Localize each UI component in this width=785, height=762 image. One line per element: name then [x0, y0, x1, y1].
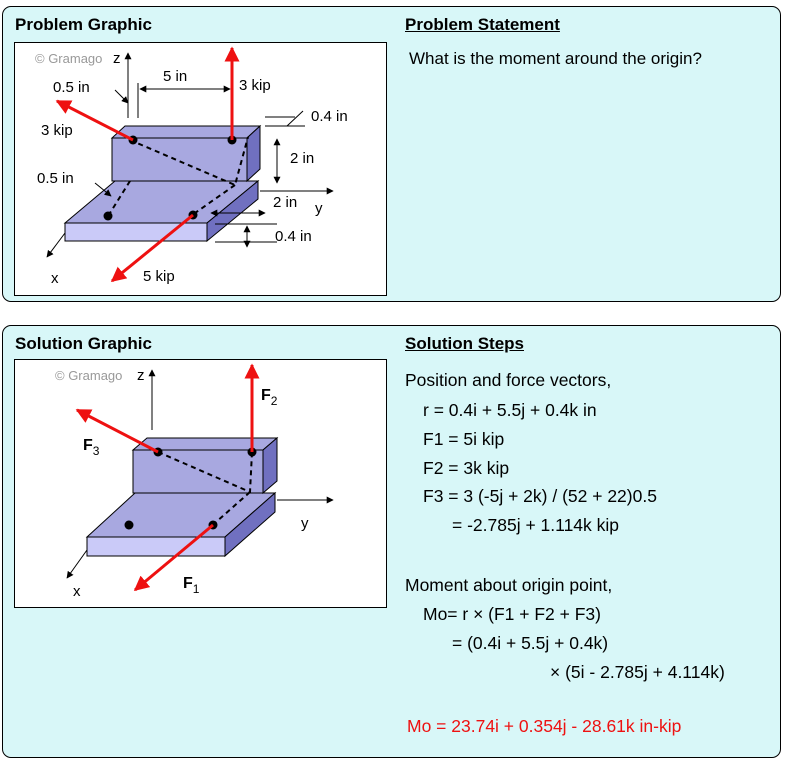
problem-graphic-title: Problem Graphic [15, 15, 152, 34]
label-05in-top: 0.5 in [53, 79, 90, 96]
base-front-face [65, 223, 207, 241]
step-moment-intro: Moment about origin point, [405, 575, 613, 595]
wall-top-face [133, 438, 277, 450]
step-result: Mo = 23.74i + 0.354j - 28.61k in-kip [407, 716, 682, 736]
base-front-face [87, 537, 225, 556]
step-r: r = 0.4i + 5.5j + 0.4k in [423, 400, 597, 420]
label-f2: $F_2$ [261, 387, 278, 408]
wall-front-face [133, 450, 263, 493]
z-axis-label: z [137, 367, 145, 384]
solution-panel [2, 325, 781, 758]
label-2in-vert: 2 in [290, 150, 315, 167]
y-axis-label: y [315, 200, 323, 217]
step-mo2: = (0.4i + 5.5j + 0.4k) [452, 633, 609, 653]
problem-panel [2, 6, 781, 302]
wall-front-face [112, 138, 247, 181]
y-axis-label: y [301, 515, 309, 532]
label-f1: $F_1$ [183, 575, 200, 596]
solution-diagram [15, 360, 387, 608]
step-f1: F1 = 5i kip [423, 429, 505, 449]
label-05in-side: 0.5 in [37, 170, 74, 187]
step-intro: Position and force vectors, [405, 370, 612, 390]
label-5kip: 5 kip [143, 268, 175, 285]
step-f3b: = -2.785j + 1.114k kip [452, 515, 620, 535]
label-f3: $F_3$ [83, 437, 100, 458]
copyright-text: © Gramago [35, 51, 103, 66]
problem-graphic [14, 42, 387, 296]
problem-statement-text: What is the moment around the origin? [409, 49, 702, 68]
label-3kip-top: 3 kip [239, 77, 271, 94]
z-axis-label: z [113, 50, 121, 67]
point-corner [125, 521, 134, 530]
label-3kip-left: 3 kip [41, 122, 73, 139]
step-mo1: Mo= r × (F1 + F2 + F3) [423, 604, 601, 624]
label-04in-bot: 0.4 in [275, 228, 312, 245]
label-2in-horiz: 2 in [273, 194, 298, 211]
step-f3: F3 = 3 (-5j + 2k) / (52 + 22)0.5 [423, 486, 657, 506]
solution-graphic [14, 359, 387, 608]
label-04in-top: 0.4 in [311, 108, 348, 125]
point-corner [104, 212, 113, 221]
x-axis-label: x [73, 583, 81, 600]
copyright-text: © Gramago [55, 368, 123, 383]
step-f2: F2 = 3k kip [423, 458, 510, 478]
solution-steps-title: Solution Steps [405, 334, 524, 353]
label-5in: 5 in [163, 68, 188, 85]
x-axis-label: x [51, 270, 59, 287]
x-axis [67, 550, 87, 578]
solution-graphic-title: Solution Graphic [15, 334, 152, 353]
problem-statement-title: Problem Statement [405, 15, 560, 34]
problem-diagram [15, 43, 387, 296]
step-mo3: × (5i - 2.785j + 4.114k) [550, 662, 725, 682]
x-axis [47, 233, 65, 257]
